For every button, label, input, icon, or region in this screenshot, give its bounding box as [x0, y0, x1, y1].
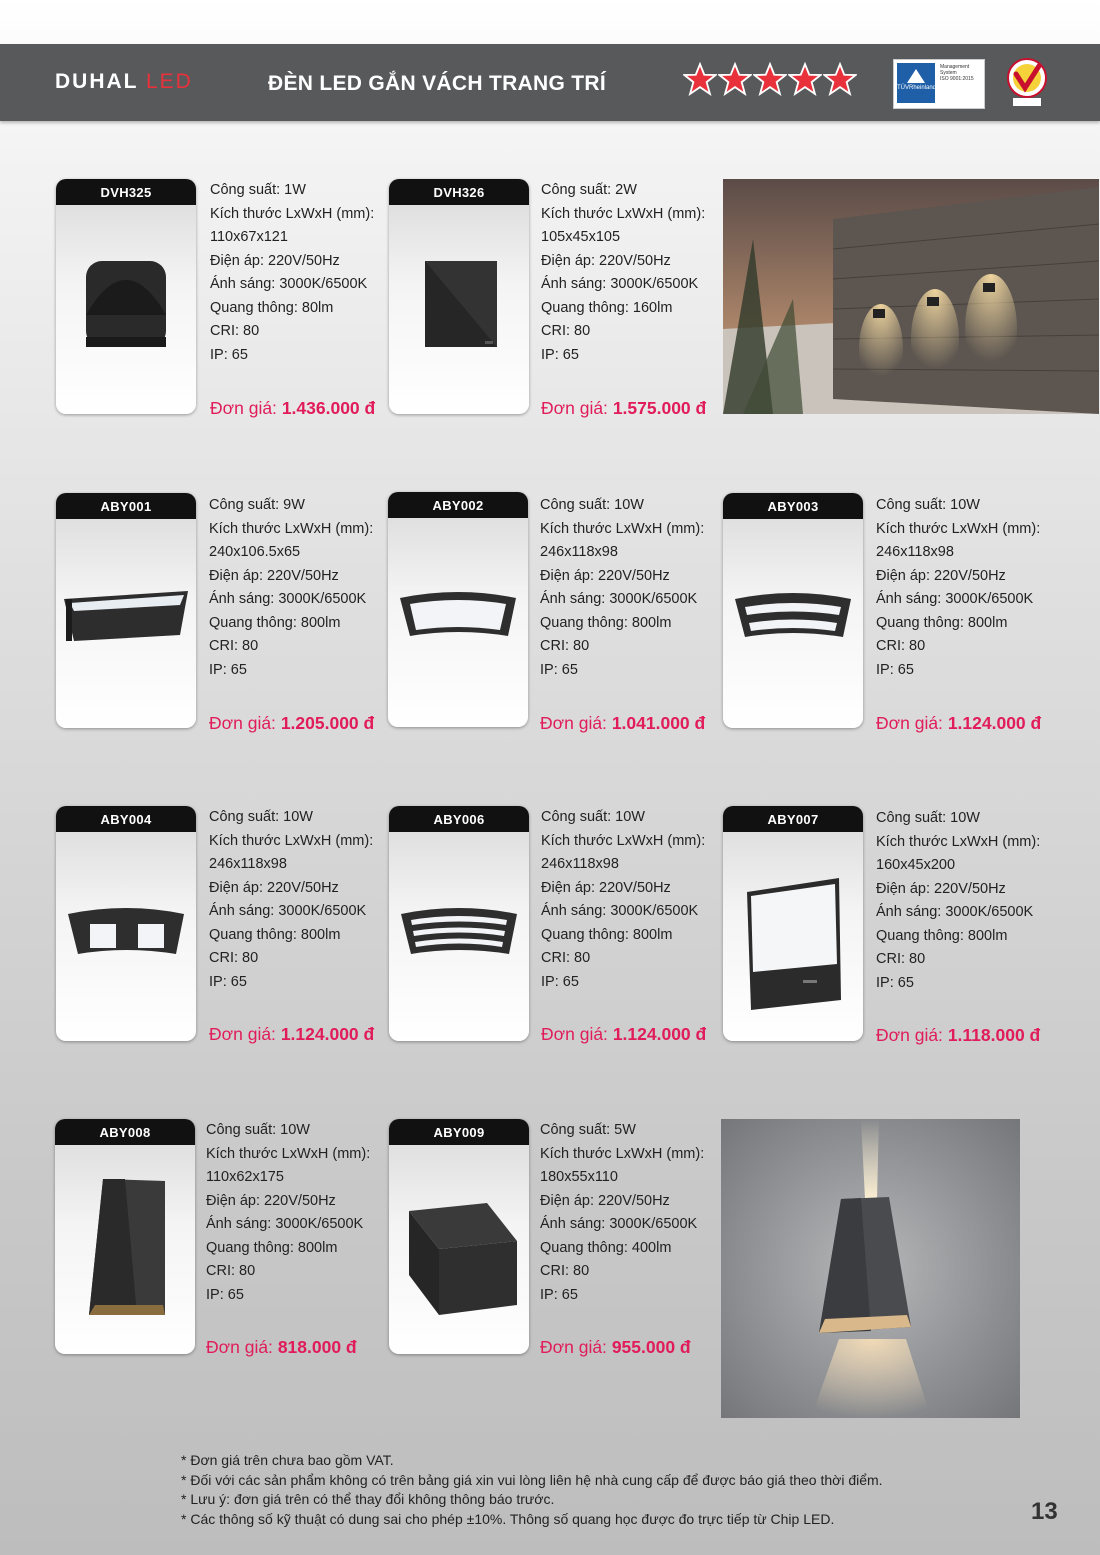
spec-text: Quang thông: — [209, 926, 297, 943]
brand-main: DUHAL — [55, 70, 139, 93]
spec-text: IP: — [540, 661, 558, 678]
spec-text: 10W — [950, 497, 980, 513]
spec-text: Công suất: — [540, 497, 611, 513]
spec-text: CRI: — [209, 638, 238, 654]
spec-text: 955.000 đ — [611, 1337, 691, 1357]
spec-text: 80 — [909, 951, 926, 967]
spec-text: 10W — [280, 1122, 310, 1138]
product-price — [540, 1337, 691, 1358]
spec-text: 800lm — [967, 614, 1008, 631]
spec-text: CRI: — [876, 951, 905, 967]
spec-text: 65 — [561, 1286, 578, 1303]
product-price — [540, 713, 705, 734]
product-price — [876, 713, 1041, 734]
spec-text: 220V/50Hz — [267, 879, 339, 896]
spec-text: 65 — [562, 346, 579, 363]
spec-text: Ánh sáng: — [206, 1216, 272, 1232]
spec-text: 3000K/6500K — [278, 591, 367, 607]
spec-text: 800lm — [631, 614, 672, 631]
product-image-aby007 — [723, 832, 863, 1041]
cert-line: ISO 9001:2015 — [940, 76, 974, 82]
spec-text: Điện áp: — [210, 252, 265, 269]
spec-text: Kích thước LxWxH (mm): — [206, 1145, 371, 1162]
spec-text: 160x45x200 — [876, 857, 956, 873]
spec-text: IP: — [206, 1286, 224, 1303]
product-card — [723, 493, 863, 728]
tuv-certification-logo — [893, 59, 985, 109]
product-specs — [876, 807, 1046, 995]
product-code: ABY008 — [55, 1119, 195, 1145]
product-card — [389, 806, 529, 1041]
spec-text: 220V/50Hz — [934, 567, 1006, 584]
spec-text: CRI: — [540, 638, 569, 654]
spec-text: 65 — [231, 346, 248, 363]
spec-text: Ánh sáng: — [541, 903, 607, 919]
spec-text: Công suất: — [210, 182, 281, 198]
spec-text: 80 — [573, 1263, 590, 1279]
spec-text: 3000K/6500K — [945, 591, 1034, 607]
spec-text: Đơn giá: — [209, 713, 276, 733]
product-card — [389, 1119, 529, 1354]
spec-text: 1.205.000 đ — [280, 713, 375, 733]
tuv-mark-text: TÜVRheinland — [897, 85, 937, 91]
spec-text: 246x118x98 — [876, 544, 954, 560]
spec-text: IP: — [876, 974, 894, 991]
spec-text: 65 — [230, 661, 247, 678]
product-image-aby008 — [55, 1145, 195, 1354]
spec-text: 160lm — [632, 299, 673, 316]
spec-text: 1.575.000 đ — [612, 398, 707, 418]
spec-text: 3000K/6500K — [609, 1216, 698, 1232]
cert-line: Management — [940, 64, 970, 70]
product-code: ABY001 — [56, 493, 196, 519]
spec-text: 800lm — [967, 927, 1008, 944]
spec-text: 3000K/6500K — [610, 903, 699, 919]
product-price — [206, 1337, 357, 1358]
spec-text: 246x118x98 — [540, 544, 618, 560]
product-specs — [206, 1119, 376, 1307]
product-code: DVH325 — [56, 179, 196, 205]
spec-text: 10W — [615, 809, 645, 825]
spec-text: 800lm — [632, 926, 673, 943]
spec-text: Ánh sáng: — [876, 591, 942, 607]
spec-text: Đơn giá: — [876, 713, 943, 733]
spec-text: 1.124.000 đ — [280, 1024, 375, 1044]
product-image-aby004 — [56, 832, 196, 1041]
spec-text: Quang thông: — [876, 614, 964, 631]
product-specs — [541, 179, 711, 367]
product-price — [876, 1025, 1040, 1046]
spec-text: 220V/50Hz — [599, 252, 671, 269]
product-specs — [210, 179, 380, 367]
spec-text: Điện áp: — [540, 567, 595, 584]
spec-text: Đơn giá: — [206, 1337, 273, 1357]
spec-text: IP: — [209, 661, 227, 678]
spec-text: 220V/50Hz — [268, 252, 340, 269]
spec-text: 1.041.000 đ — [611, 713, 706, 733]
spec-text: 240x106.5x65 — [209, 544, 301, 560]
spec-text: 105x45x105 — [541, 229, 621, 245]
spec-text: Điện áp: — [206, 1192, 261, 1209]
page-header — [0, 44, 1100, 121]
spec-text: 220V/50Hz — [934, 880, 1006, 897]
product-code: ABY004 — [56, 806, 196, 832]
spec-text: Quang thông: — [541, 299, 629, 316]
product-price — [210, 398, 375, 419]
spec-text: 80lm — [301, 299, 334, 316]
spec-text: 3000K/6500K — [279, 276, 368, 292]
product-image-dvh325 — [56, 205, 196, 414]
product-specs — [209, 806, 379, 994]
spec-text: Quang thông: — [540, 614, 628, 631]
spec-text: Quang thông: — [206, 1239, 294, 1256]
spec-text: 3000K/6500K — [275, 1216, 364, 1232]
spec-text: CRI: — [209, 950, 238, 966]
spec-text: Ánh sáng: — [876, 904, 942, 920]
product-price — [541, 398, 706, 419]
spec-text: 180x55x110 — [540, 1169, 618, 1185]
footnote: * Đối với các sản phẩm không có trên bảng giá xin vui lòng liên hệ nhà cung cấp để được báo giá theo thời điểm. — [181, 1471, 883, 1488]
product-specs — [540, 1119, 710, 1307]
product-code: ABY002 — [388, 492, 528, 518]
footnote: * Các thông số kỹ thuật có dung sai cho phép ±10%. Thông số quang học được đo trực tiếp từ Chip LED. — [181, 1510, 835, 1527]
spec-text: Điện áp: — [876, 880, 931, 897]
spec-text: CRI: — [876, 638, 905, 654]
spec-text: 1.118.000 đ — [947, 1025, 1041, 1045]
spec-text: Kích thước LxWxH (mm): — [540, 1145, 705, 1162]
product-image-aby001 — [56, 519, 196, 728]
spec-text: 220V/50Hz — [267, 567, 339, 584]
spec-text: CRI: — [540, 1263, 569, 1279]
wall-lights-scene-photo — [723, 179, 1099, 414]
spec-text: Ánh sáng: — [540, 591, 606, 607]
spec-text: 5W — [614, 1122, 636, 1138]
spec-text: Ánh sáng: — [540, 1216, 606, 1232]
star-icon — [683, 62, 717, 96]
spec-text: 80 — [573, 638, 590, 654]
spec-text: 80 — [909, 638, 926, 654]
spec-text: 1.124.000 đ — [947, 713, 1042, 733]
spec-text: 1.436.000 đ — [281, 398, 376, 418]
spec-text: 65 — [897, 974, 914, 991]
product-image-dvh326 — [389, 205, 529, 414]
page-number: 13 — [1031, 1498, 1058, 1525]
spec-text: 80 — [574, 323, 591, 339]
spec-text: Kích thước LxWxH (mm): — [541, 205, 706, 222]
spec-text: CRI: — [206, 1263, 235, 1279]
spec-text: CRI: — [210, 323, 239, 339]
spec-text: Quang thông: — [209, 614, 297, 631]
spec-text: 818.000 đ — [277, 1337, 357, 1357]
product-code: ABY003 — [723, 493, 863, 519]
product-price — [209, 1024, 374, 1045]
star-icon — [823, 62, 857, 96]
spec-text: Công suất: — [541, 182, 612, 198]
star-icon — [788, 62, 822, 96]
star-icon — [718, 62, 752, 96]
spec-text: IP: — [210, 346, 228, 363]
spec-text: Công suất: — [876, 810, 947, 826]
spec-text: Công suất: — [540, 1122, 611, 1138]
spec-text: 2W — [615, 182, 637, 198]
spec-text: 3000K/6500K — [610, 276, 699, 292]
spec-text: Kích thước LxWxH (mm): — [876, 833, 1041, 850]
page-title: ĐÈN LED GẮN VÁCH TRANG TRÍ — [268, 72, 606, 95]
spec-text: 400lm — [631, 1239, 672, 1256]
product-image-aby002 — [388, 518, 528, 727]
product-code: ABY009 — [389, 1119, 529, 1145]
spec-text: Kích thước LxWxH (mm): — [209, 832, 374, 849]
spec-text: Đơn giá: — [541, 398, 608, 418]
spec-text: 65 — [562, 973, 579, 990]
brand-logo — [55, 70, 193, 94]
spec-text: Ánh sáng: — [209, 903, 275, 919]
spec-text: 65 — [561, 661, 578, 678]
spec-text: Kích thước LxWxH (mm): — [540, 520, 705, 537]
brand-accent: LED — [145, 70, 193, 93]
product-price — [541, 1024, 706, 1045]
spec-text: Công suất: — [541, 809, 612, 825]
spec-text: 1.124.000 đ — [612, 1024, 707, 1044]
spec-text: 3000K/6500K — [609, 591, 698, 607]
spec-text: 10W — [950, 810, 980, 826]
spec-text: Quang thông: — [210, 299, 298, 316]
spec-text: Đơn giá: — [541, 1024, 608, 1044]
rating-stars — [683, 62, 857, 96]
spec-text: IP: — [541, 346, 559, 363]
spec-text: 3000K/6500K — [945, 904, 1034, 920]
spec-text: Quang thông: — [876, 927, 964, 944]
spec-text: Đơn giá: — [540, 1337, 607, 1357]
product-image-aby009 — [389, 1145, 529, 1354]
spec-text: IP: — [876, 661, 894, 678]
spec-text: Đơn giá: — [209, 1024, 276, 1044]
spec-text: 10W — [283, 809, 313, 825]
spec-text: Điện áp: — [541, 252, 596, 269]
product-code: ABY006 — [389, 806, 529, 832]
spec-text: Công suất: — [206, 1122, 277, 1138]
spec-text: Đơn giá: — [540, 713, 607, 733]
spec-text: Ánh sáng: — [541, 276, 607, 292]
spec-text: 110x67x121 — [210, 229, 288, 245]
spec-text: 246x118x98 — [541, 856, 619, 872]
product-specs — [209, 494, 379, 682]
spec-text: 3000K/6500K — [278, 903, 367, 919]
product-card — [55, 1119, 195, 1354]
spec-text: Ánh sáng: — [209, 591, 275, 607]
spec-text: Công suất: — [209, 809, 280, 825]
spec-text: 800lm — [300, 926, 341, 943]
footnote: * Đơn giá trên chưa bao gồm VAT. — [181, 1452, 394, 1468]
spec-text: IP: — [209, 973, 227, 990]
product-card — [56, 493, 196, 728]
spec-text: 80 — [243, 323, 260, 339]
product-card — [56, 179, 196, 414]
spec-text: CRI: — [541, 323, 570, 339]
spec-text: IP: — [540, 1286, 558, 1303]
product-card — [723, 806, 863, 1041]
spec-text: Điện áp: — [209, 567, 264, 584]
product-price — [209, 713, 374, 734]
spec-text: 9W — [283, 497, 305, 513]
spec-text: Quang thông: — [540, 1239, 628, 1256]
cert-line: System — [940, 70, 957, 76]
spec-text: Đơn giá: — [210, 398, 277, 418]
spec-text: 80 — [242, 638, 259, 654]
spec-text: CRI: — [541, 950, 570, 966]
spec-text: 800lm — [297, 1239, 338, 1256]
vietnam-quality-badge-icon — [1003, 56, 1051, 108]
product-card — [389, 179, 529, 414]
spec-text: 800lm — [300, 614, 341, 631]
spec-text: Điện áp: — [541, 879, 596, 896]
wall-light-mounted-photo — [721, 1119, 1020, 1418]
spec-text: 80 — [574, 950, 591, 966]
spec-text: 220V/50Hz — [598, 1192, 670, 1209]
spec-text: Công suất: — [209, 497, 280, 513]
spec-text: 65 — [897, 661, 914, 678]
product-specs — [876, 494, 1046, 682]
product-code: DVH326 — [389, 179, 529, 205]
spec-text: 65 — [227, 1286, 244, 1303]
spec-text: Điện áp: — [540, 1192, 595, 1209]
spec-text: 220V/50Hz — [598, 567, 670, 584]
spec-text: IP: — [541, 973, 559, 990]
product-specs — [541, 806, 711, 994]
product-image-aby006 — [389, 832, 529, 1041]
footnote: * Lưu ý: đơn giá trên có thể thay đổi không thông báo trước. — [181, 1491, 555, 1507]
spec-text: 110x62x175 — [206, 1169, 284, 1185]
star-icon — [753, 62, 787, 96]
spec-text: Quang thông: — [541, 926, 629, 943]
spec-text: Công suất: — [876, 497, 947, 513]
spec-text: Kích thước LxWxH (mm): — [209, 520, 374, 537]
spec-text: 1W — [284, 182, 306, 198]
product-code: ABY007 — [723, 806, 863, 832]
spec-text: Ánh sáng: — [210, 276, 276, 292]
spec-text: 10W — [614, 497, 644, 513]
spec-text: Kích thước LxWxH (mm): — [210, 205, 375, 222]
product-image-aby003 — [723, 519, 863, 728]
spec-text: Kích thước LxWxH (mm): — [876, 520, 1041, 537]
product-specs — [540, 494, 710, 682]
spec-text: 80 — [239, 1263, 256, 1279]
footnotes — [181, 1451, 883, 1529]
spec-text: 246x118x98 — [209, 856, 287, 872]
spec-text: 220V/50Hz — [264, 1192, 336, 1209]
product-card — [56, 806, 196, 1041]
product-card — [388, 492, 528, 727]
spec-text: Kích thước LxWxH (mm): — [541, 832, 706, 849]
spec-text: 80 — [242, 950, 259, 966]
spec-text: Điện áp: — [209, 879, 264, 896]
spec-text: Đơn giá: — [876, 1025, 943, 1045]
spec-text: 220V/50Hz — [599, 879, 671, 896]
spec-text: Điện áp: — [876, 567, 931, 584]
spec-text: 65 — [230, 973, 247, 990]
